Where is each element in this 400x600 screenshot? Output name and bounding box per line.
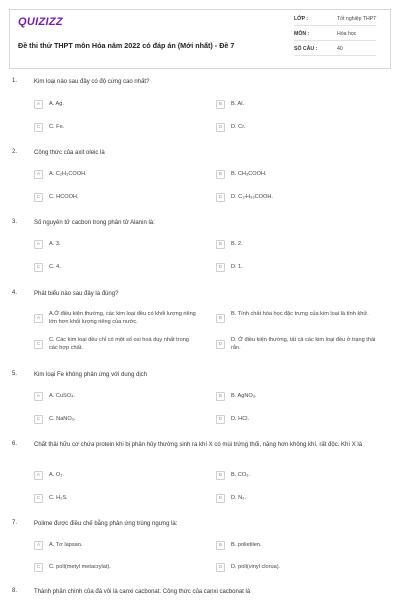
option-letter: B — [216, 541, 225, 550]
meta-value: Tốt nghiệp THPT — [337, 16, 377, 22]
meta-divider — [294, 25, 376, 26]
question-number: 3. — [12, 219, 18, 225]
question-number: 1. — [12, 78, 18, 84]
meta-key: SỐ CÂU : — [294, 46, 318, 52]
option-text: D. C₁₇H₃₃COOH. — [231, 194, 273, 200]
option-text: A. Ag. — [49, 101, 64, 107]
option-text: C. Fe. — [49, 124, 65, 130]
option-text: B. AgNO₃. — [231, 393, 257, 399]
quizizz-logo: QUIZIZZ — [18, 16, 63, 28]
option-text: D. poli(vinyl clorua). — [231, 564, 281, 570]
option-letter: C — [34, 494, 43, 503]
option-text: C. H₂S. — [49, 495, 68, 501]
option-text: B. Tính chất hóa học đặc trưng của kim loại là tính khử. — [231, 311, 369, 317]
option-letter: A — [34, 314, 43, 323]
question-text: Kim loại Fe không phản ứng với dung dịch — [34, 372, 148, 378]
worksheet-header — [9, 9, 391, 69]
meta-key: MÔN : — [294, 31, 310, 37]
meta-divider — [294, 40, 376, 41]
option-text: C. 4. — [49, 264, 61, 270]
option-letter: D — [216, 563, 225, 572]
option-letter: A — [34, 471, 43, 480]
option-text: D. HCl. — [231, 416, 250, 422]
option-text: B. CH₃COOH. — [231, 171, 267, 177]
worksheet-title: Đề thi thử THPT môn Hóa năm 2022 có đáp án (Mới nhất) - Đề 7 — [18, 41, 235, 50]
question-text: Thành phần chính của đá vôi là canxi cacbonat. Công thức của canxi cacbonat là — [34, 589, 251, 595]
option-letter: B — [216, 392, 225, 401]
option-letter: A — [34, 541, 43, 550]
option-letter: D — [216, 340, 225, 349]
option-letter: C — [34, 340, 43, 349]
option-text: D. N₂. — [231, 495, 246, 501]
option-text: B. 2. — [231, 241, 243, 247]
option-letter: C — [34, 415, 43, 424]
meta-divider — [294, 55, 376, 56]
option-text: C. HCOOH. — [49, 194, 79, 200]
option-text: C. NaNO₃. — [49, 416, 76, 422]
option-letter: C — [34, 193, 43, 202]
option-letter: B — [216, 240, 225, 249]
question-text: Kim loại nào sau đây có độ cứng cao nhất? — [34, 79, 150, 85]
option-letter: C — [34, 563, 43, 572]
question-text: Số nguyên tử cacbon trong phân tử Alanin là: — [34, 220, 155, 226]
question-number: 8. — [12, 588, 18, 594]
option-letter: D — [216, 263, 225, 272]
option-letter: D — [216, 123, 225, 132]
question-text: Chất thải hữu cơ chứa protein khi bị phân hủy thường sinh ra khí X có mùi trứng thối, nặng hơn không khí, rất độc. Khí X là — [34, 442, 363, 448]
meta-value: Hóa học — [337, 31, 357, 37]
question-number: 2. — [12, 149, 18, 155]
option-letter: D — [216, 415, 225, 424]
option-letter: A — [34, 240, 43, 249]
option-text: D. Ở điều kiện thường, tất cả các kim loại đều ở trạng thái rắn. — [231, 337, 376, 351]
option-letter: A — [34, 170, 43, 179]
question-text: Phát biểu nào sau đây là đúng? — [34, 291, 119, 297]
option-letter: C — [34, 123, 43, 132]
option-letter: D — [216, 193, 225, 202]
option-letter: C — [34, 263, 43, 272]
meta-value: 40 — [337, 46, 343, 52]
option-text: D. 1. — [231, 264, 243, 270]
meta-key: LỚP : — [294, 16, 309, 22]
option-text: A. 3. — [49, 241, 61, 247]
option-text: B. Al. — [231, 101, 245, 107]
option-letter: A — [34, 100, 43, 109]
option-text: B. CO₂. — [231, 472, 250, 478]
option-text: C. Các kim loại đều chỉ có một số oxi hoá duy nhất trong các hợp chất. — [49, 337, 189, 351]
option-letter: B — [216, 314, 225, 323]
option-text: A. CuSO₄. — [49, 393, 75, 399]
option-text: A.Ở điều kiện thường, các kim loại đều có khối lượng riêng lớn hơn khối lượng riêng của nước. — [49, 311, 196, 325]
option-letter: B — [216, 100, 225, 109]
question-number: 6. — [12, 441, 18, 447]
question-number: 7. — [12, 520, 18, 526]
option-text: A. C₂H₃COOH. — [49, 171, 87, 177]
question-number: 5. — [12, 371, 18, 377]
question-text: Công thức của axit oleic là — [34, 150, 105, 156]
option-text: B. polietilen. — [231, 542, 262, 548]
question-number: 4. — [12, 290, 18, 296]
option-letter: B — [216, 471, 225, 480]
option-letter: D — [216, 494, 225, 503]
option-letter: B — [216, 170, 225, 179]
option-letter: A — [34, 392, 43, 401]
option-text: A. Tơ lapsan. — [49, 542, 83, 548]
option-text: C. poli(metyl metacrylat). — [49, 564, 111, 570]
option-text: A. O₂. — [49, 472, 64, 478]
question-text: Polime được điều chế bằng phản ứng trùng ngưng là: — [34, 521, 178, 527]
option-text: D. Cr. — [231, 124, 246, 130]
